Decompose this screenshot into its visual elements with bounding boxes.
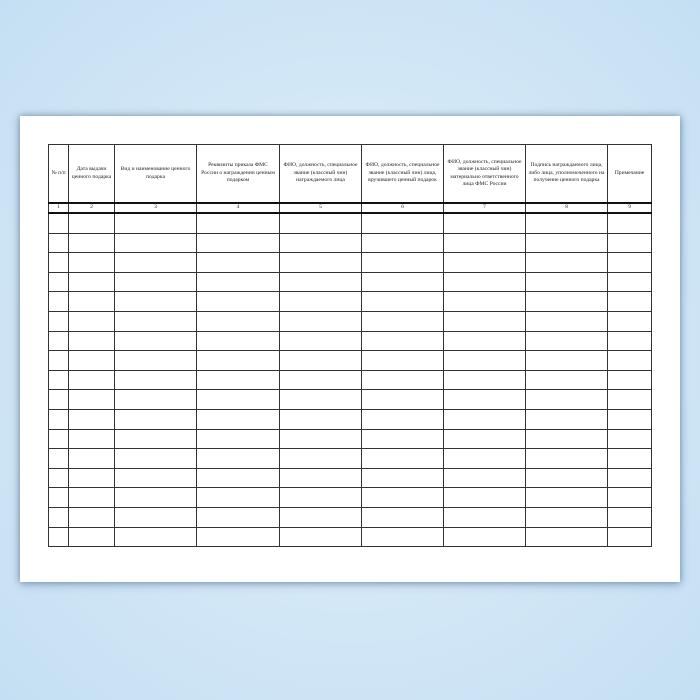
table-row xyxy=(49,488,652,508)
column-number: 3 xyxy=(115,203,197,213)
table-cell[interactable] xyxy=(115,272,197,292)
column-number: 7 xyxy=(444,203,526,213)
table-cell[interactable] xyxy=(444,390,526,410)
table-cell[interactable] xyxy=(49,449,69,469)
table-cell[interactable] xyxy=(49,390,69,410)
table-cell[interactable] xyxy=(444,351,526,371)
table-cell[interactable] xyxy=(115,292,197,312)
table-cell[interactable] xyxy=(280,331,362,351)
table-cell[interactable] xyxy=(197,507,280,527)
table-cell[interactable] xyxy=(280,409,362,429)
table-cell[interactable] xyxy=(526,507,608,527)
table-cell[interactable] xyxy=(115,449,197,469)
table-cell[interactable] xyxy=(115,468,197,488)
table-cell[interactable] xyxy=(362,468,444,488)
table-cell[interactable] xyxy=(444,488,526,508)
column-number: 4 xyxy=(197,203,280,213)
header-note: Примечание xyxy=(608,145,652,204)
table-cell[interactable] xyxy=(526,311,608,331)
table-cell[interactable] xyxy=(362,331,444,351)
table-cell[interactable] xyxy=(197,488,280,508)
table-cell[interactable] xyxy=(280,351,362,371)
table-cell[interactable] xyxy=(280,390,362,410)
table-cell[interactable] xyxy=(526,488,608,508)
column-number: 9 xyxy=(608,203,652,213)
table-cell[interactable] xyxy=(608,409,652,429)
table-cell[interactable] xyxy=(608,449,652,469)
table-row xyxy=(49,233,652,253)
table-cell[interactable] xyxy=(69,507,115,527)
header-presenter: ФИО, должность, специальное звание (классный чин) лица, вручившего ценный подарок xyxy=(362,145,444,204)
table-cell[interactable] xyxy=(280,233,362,253)
table-cell[interactable] xyxy=(197,213,280,233)
table-cell[interactable] xyxy=(197,468,280,488)
table-cell[interactable] xyxy=(69,449,115,469)
table-cell[interactable] xyxy=(444,409,526,429)
table-cell[interactable] xyxy=(362,527,444,547)
table-cell[interactable] xyxy=(362,449,444,469)
table-cell[interactable] xyxy=(444,429,526,449)
table-cell[interactable] xyxy=(526,351,608,371)
table-cell[interactable] xyxy=(69,527,115,547)
table-cell[interactable] xyxy=(115,429,197,449)
table-cell[interactable] xyxy=(362,488,444,508)
table-cell[interactable] xyxy=(362,351,444,371)
table-cell[interactable] xyxy=(362,272,444,292)
table-cell[interactable] xyxy=(280,213,362,233)
table-cell[interactable] xyxy=(444,507,526,527)
table-cell[interactable] xyxy=(280,507,362,527)
table-cell[interactable] xyxy=(69,272,115,292)
table-cell[interactable] xyxy=(608,253,652,273)
table-cell[interactable] xyxy=(362,292,444,312)
table-cell[interactable] xyxy=(444,468,526,488)
table-row xyxy=(49,429,652,449)
table-cell[interactable] xyxy=(69,311,115,331)
table-cell[interactable] xyxy=(608,292,652,312)
table-cell[interactable] xyxy=(115,527,197,547)
column-number: 1 xyxy=(49,203,69,213)
table-cell[interactable] xyxy=(608,351,652,371)
table-cell[interactable] xyxy=(608,468,652,488)
table-cell[interactable] xyxy=(69,468,115,488)
table-cell[interactable] xyxy=(49,468,69,488)
table-cell[interactable] xyxy=(362,213,444,233)
table-cell[interactable] xyxy=(49,488,69,508)
table-row xyxy=(49,390,652,410)
table-cell[interactable] xyxy=(280,272,362,292)
header-row xyxy=(49,145,652,204)
table-cell[interactable] xyxy=(69,292,115,312)
table-row xyxy=(49,292,652,312)
table-body xyxy=(49,213,652,547)
table-cell[interactable] xyxy=(197,429,280,449)
table-cell[interactable] xyxy=(115,507,197,527)
table-cell[interactable] xyxy=(280,253,362,273)
table-cell[interactable] xyxy=(69,213,115,233)
table-cell[interactable] xyxy=(115,370,197,390)
table-cell[interactable] xyxy=(362,390,444,410)
table-cell[interactable] xyxy=(197,233,280,253)
table-row xyxy=(49,253,652,273)
table-cell[interactable] xyxy=(197,390,280,410)
table-row xyxy=(49,507,652,527)
table-cell[interactable] xyxy=(608,311,652,331)
table-cell[interactable] xyxy=(608,370,652,390)
table-cell[interactable] xyxy=(526,429,608,449)
table-cell[interactable] xyxy=(280,292,362,312)
table-cell[interactable] xyxy=(444,311,526,331)
table-cell[interactable] xyxy=(444,233,526,253)
table-cell[interactable] xyxy=(362,311,444,331)
table-cell[interactable] xyxy=(526,370,608,390)
table-cell[interactable] xyxy=(444,449,526,469)
document-page xyxy=(20,116,680,582)
table-cell[interactable] xyxy=(49,507,69,527)
table-cell[interactable] xyxy=(444,370,526,390)
table-cell[interactable] xyxy=(526,468,608,488)
table-cell[interactable] xyxy=(608,213,652,233)
table-cell[interactable] xyxy=(608,272,652,292)
table-cell[interactable] xyxy=(197,272,280,292)
table-cell[interactable] xyxy=(526,272,608,292)
table-cell[interactable] xyxy=(49,351,69,371)
table-cell[interactable] xyxy=(49,292,69,312)
table-cell[interactable] xyxy=(115,213,197,233)
table-cell[interactable] xyxy=(49,272,69,292)
table-cell[interactable] xyxy=(69,253,115,273)
table-cell[interactable] xyxy=(608,527,652,547)
column-number: 6 xyxy=(362,203,444,213)
table-cell[interactable] xyxy=(69,351,115,371)
column-number: 2 xyxy=(69,203,115,213)
table-cell[interactable] xyxy=(69,370,115,390)
table-row xyxy=(49,527,652,547)
table-row xyxy=(49,468,652,488)
table-row xyxy=(49,311,652,331)
table-cell[interactable] xyxy=(444,272,526,292)
table-cell[interactable] xyxy=(69,429,115,449)
header-recipient: ФИО, должность, специальное звание (классный чин) награждаемого лица xyxy=(280,145,362,204)
table-cell[interactable] xyxy=(69,409,115,429)
table-cell[interactable] xyxy=(49,409,69,429)
table-cell[interactable] xyxy=(608,507,652,527)
table-row xyxy=(49,449,652,469)
header-signature: Подпись награждаемого лица, либо лица, уполномоченного на получение ценного подарка xyxy=(526,145,608,204)
table-cell[interactable] xyxy=(526,331,608,351)
table-cell[interactable] xyxy=(280,468,362,488)
table-cell[interactable] xyxy=(362,233,444,253)
table-cell[interactable] xyxy=(280,429,362,449)
table-cell[interactable] xyxy=(608,429,652,449)
table-cell[interactable] xyxy=(608,233,652,253)
table-cell[interactable] xyxy=(69,331,115,351)
table-cell[interactable] xyxy=(362,429,444,449)
table-row xyxy=(49,331,652,351)
column-number-row xyxy=(49,203,652,213)
table-cell[interactable] xyxy=(69,390,115,410)
table-cell[interactable] xyxy=(197,253,280,273)
table-cell[interactable] xyxy=(526,253,608,273)
table-cell[interactable] xyxy=(49,253,69,273)
table-cell[interactable] xyxy=(49,429,69,449)
table-cell[interactable] xyxy=(280,370,362,390)
table-cell[interactable] xyxy=(526,409,608,429)
table-cell[interactable] xyxy=(115,488,197,508)
table-cell[interactable] xyxy=(197,311,280,331)
table-row xyxy=(49,370,652,390)
table-cell[interactable] xyxy=(526,213,608,233)
table-row xyxy=(49,213,652,233)
table-cell[interactable] xyxy=(49,527,69,547)
table-row xyxy=(49,351,652,371)
table-cell[interactable] xyxy=(526,449,608,469)
table-cell[interactable] xyxy=(49,233,69,253)
table-cell[interactable] xyxy=(280,449,362,469)
table-cell[interactable] xyxy=(444,527,526,547)
table-cell[interactable] xyxy=(115,253,197,273)
header-row-number: № п/п xyxy=(49,145,69,204)
table-cell[interactable] xyxy=(608,390,652,410)
table-cell[interactable] xyxy=(115,390,197,410)
table-cell[interactable] xyxy=(115,351,197,371)
table-cell[interactable] xyxy=(197,292,280,312)
table-cell[interactable] xyxy=(115,311,197,331)
table-cell[interactable] xyxy=(444,292,526,312)
header-issue-date: Дата выдачи ценного подарка xyxy=(69,145,115,204)
table-cell[interactable] xyxy=(197,370,280,390)
table-cell[interactable] xyxy=(526,292,608,312)
table-cell[interactable] xyxy=(197,527,280,547)
header-gift-type: Вид и наименование ценного подарка xyxy=(115,145,197,204)
table-cell[interactable] xyxy=(197,449,280,469)
gift-register-table xyxy=(48,144,652,547)
table-cell[interactable] xyxy=(608,331,652,351)
table-cell[interactable] xyxy=(362,507,444,527)
table-cell[interactable] xyxy=(49,213,69,233)
table-cell[interactable] xyxy=(115,233,197,253)
table-cell[interactable] xyxy=(115,409,197,429)
table-cell[interactable] xyxy=(197,331,280,351)
table-cell[interactable] xyxy=(49,370,69,390)
table-cell[interactable] xyxy=(526,233,608,253)
table-cell[interactable] xyxy=(608,488,652,508)
table-cell[interactable] xyxy=(197,409,280,429)
header-order-details: Реквизиты приказа ФМС России о награждении ценным подарком xyxy=(197,145,280,204)
header-responsible-person: ФИО, должность, специальное звание (классный чин) материально ответственного лица ФМС России xyxy=(444,145,526,204)
table-cell[interactable] xyxy=(69,233,115,253)
table-cell[interactable] xyxy=(280,488,362,508)
table-cell[interactable] xyxy=(49,331,69,351)
table-cell[interactable] xyxy=(444,253,526,273)
column-number: 5 xyxy=(280,203,362,213)
table-row xyxy=(49,409,652,429)
table-cell[interactable] xyxy=(69,488,115,508)
table-row xyxy=(49,272,652,292)
table-cell[interactable] xyxy=(362,370,444,390)
table-cell[interactable] xyxy=(362,409,444,429)
table-cell[interactable] xyxy=(197,351,280,371)
table-cell[interactable] xyxy=(115,331,197,351)
table-cell[interactable] xyxy=(280,527,362,547)
table-cell[interactable] xyxy=(362,253,444,273)
table-cell[interactable] xyxy=(526,390,608,410)
table-cell[interactable] xyxy=(526,527,608,547)
table-cell[interactable] xyxy=(49,311,69,331)
table-cell[interactable] xyxy=(444,213,526,233)
column-number: 8 xyxy=(526,203,608,213)
table-cell[interactable] xyxy=(280,311,362,331)
table-cell[interactable] xyxy=(444,331,526,351)
